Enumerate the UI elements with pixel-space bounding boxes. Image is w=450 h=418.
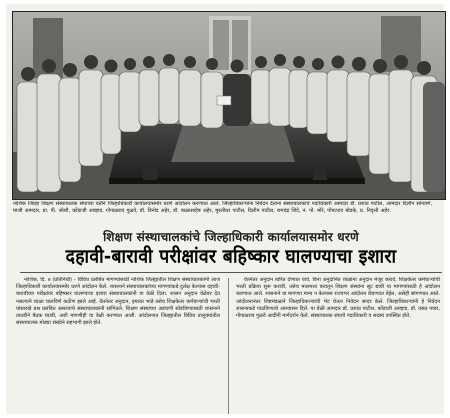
column-divider <box>228 278 229 414</box>
photo-caption: नाशिक जिल्हा शिक्षण संस्थाचालक संघाच्या वतीने जिल्हाधिकारी कार्यालयासमोर धरणे आंदोलन करण्यात आले. जिल्हाधिकाऱ्यांना निवेदन देताना संस्थाचालकांचे पदाधिकारी आमदार डॉ. प्रशांत पाटील, आमदार दिलीप सोनवणे, माजी आमदार, प्रा. पी. जोशी, कोंडाजी आव्हाड, गोपाळराव गुळवे, डॉ. विनोद अहेर, डॉ. बाळासाहेब अहेर, मुरलीधर पाटील, दिलीप पाटील, रामचंद्र शिंदे, नं. पो. मोरे, पोपटराव बोडके, प्र. निवृत्ती अहेर. <box>13 201 433 214</box>
meeting-photo-image <box>13 12 445 199</box>
headline-rule <box>20 272 442 273</box>
article-column-right <box>236 277 440 417</box>
meeting-photo <box>12 11 446 200</box>
article-text-left: नाशिक, दि. ७ (प्रतिनिधी) - विविध प्रलंबित मागण्यांसाठी नाशिक जिल्ह्यातील शिक्षण संस्थाचालकांनी आज जिल्हाधिकारी कार्यालयासमोर धरणे आंदोलन केले. शासनाने संस्थाचालकांच्या मागण्यांकडे दुर्लक्ष केल्यास दहावी-बारावीच्या परीक्षांवर बहिष्कार घालण्याचा इशारा संस्थाचालकांनी या वेळी दिला. शासन अनुदान वेळेवर देत नसल्याने शाळा चालविणे कठीण झाले आहे. वेतनेतर अनुदान, इमारत भाडे तसेच शिक्षकेतर कर्मचाऱ्यांची भरती यांसारखे प्रश्न प्रलंबित असल्याचे संस्थाचालकांनी सांगितले. शिक्षण संस्थांच्या अडचणी सोडविण्यासाठी शासनाने तातडीने बैठक घ्यावी, अशी मागणीही या वेळी करण्यात आली. आंदोलनात जिल्ह्यातील विविध तालुक्यांतील संस्थाचालक मोठ्या संख्येने सहभागी झाले होते. <box>16 277 220 327</box>
kicker-headline: शिक्षण संस्थाचालकांचे जिल्हाधिकारी कार्यालयासमोर धरणे <box>103 230 359 244</box>
article-text-right: वेतनेतर अनुदान त्वरित देण्यात यावे, विना अनुदानित शाळांना अनुदान मंजूर करावे, शिक्षकेतर कर्मचाऱ्यांची भरती प्रक्रिया सुरू करावी, तसेच मालमत्ता करातून शिक्षण संस्थांना सूट द्यावी या मागण्यांसाठी हे आंदोलन करण्यात आले. शासनाने या मागण्या मान्य न केल्यास राज्यभर आंदोलन छेडण्यात येईल, असेही सांगण्यात आले. आंदोलनानंतर शिष्टमंडळाने जिल्हाधिकाऱ्यांची भेट घेऊन निवेदन सादर केले. जिल्हाधिकाऱ्यांनी हे निवेदन शासनाकडे पाठविण्याचे आश्वासन दिले. या वेळी आमदार डॉ. प्रशांत पाटील, कोंडाजी आव्हाड, डॉ. वसंत पवार, गोपाळराव गुळवे आदींनी मार्गदर्शन केले. संस्थाचालक संघाचे पदाधिकारी व सदस्य उपस्थित होते. <box>236 277 440 320</box>
newspaper-clipping <box>6 4 444 414</box>
article-column-left <box>16 277 220 417</box>
main-headline: दहावी-बारावी परीक्षांवर बहिष्कार घालण्याचा इशारा <box>65 246 397 268</box>
